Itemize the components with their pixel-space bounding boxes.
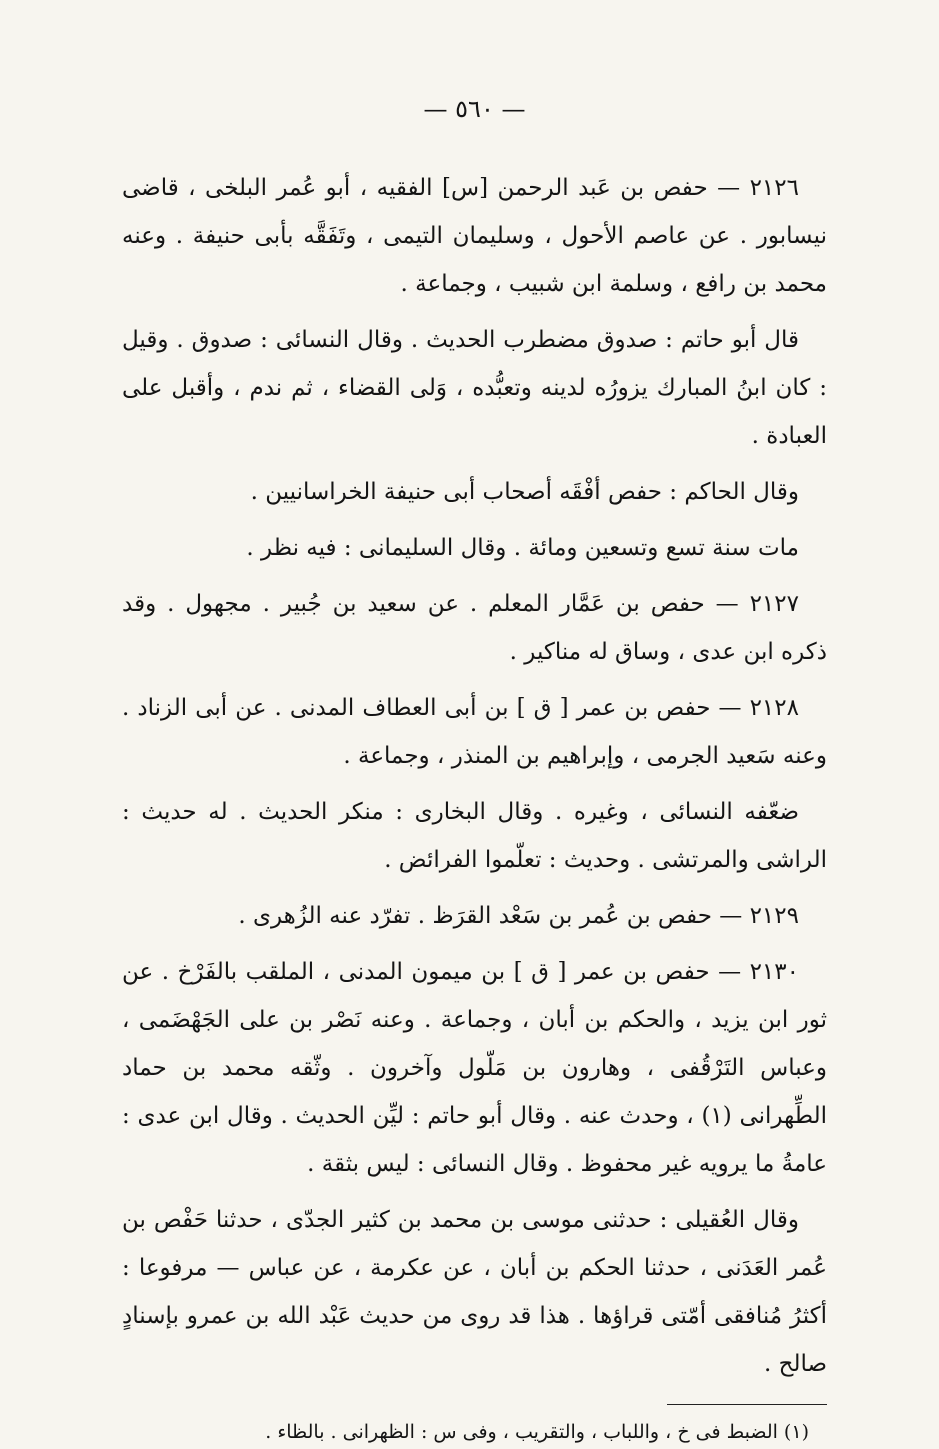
entry-2126-death: مات سنة تسع وتسعين ومائة . وقال السليمانى : فيه نظر . <box>246 535 799 561</box>
entry-2129: ٢١٢٩ — حفص بن عُمر بن سَعْد القرَظ . تفرّد عنه الزُهرى . <box>238 903 799 929</box>
entry-2128: ٢١٢٨ — حفص بن عمر [ ق ] بن أبى العطاف المدنى . عن أبى الزناد . وعنه سَعيد الجرمى ، وإبراهيم بن المنذر ، وجماعة . <box>122 695 827 769</box>
footnote-separator-wrap <box>122 1396 827 1405</box>
entry-2130: ٢١٣٠ — حفص بن عمر [ ق ] بن ميمون المدنى ، الملقب بالفَرْخ . عن ثور ابن يزيد ، والحكم بن أبان ، وجماعة . وعنه نَصْر بن على الجَهْضَمى ، وعباس التَرْقُفى ، وهارون بن مَلّول وآخرون . وثّقه محمد بن حماد الطِّهرانى (١) ، وحدث عنه . وقال أبو حاتم : ليِّن الحديث . وقال ابن عدى : عامةُ ما يرويه غير محفوظ . وقال النسائى : ليس بثقة . <box>122 959 827 1177</box>
footnote: (١) الضبط فى خ ، واللباب ، والتقريب ، وفى س : الظهرانى . بالظاء . <box>265 1421 809 1443</box>
entry-2128-comment: ضعّفه النسائى ، وغيره . وقال البخارى : منكر الحديث . له حديث : الراشى والمرتشى . وحديث : تعلّموا الفرائض . <box>122 799 827 873</box>
footnote-separator <box>667 1404 827 1405</box>
entry-2130-uqayli: وقال العُقيلى : حدثنى موسى بن محمد بن كثير الجدّى ، حدثنا حَفْص بن عُمر العَدَنى ، حدثنا الحكم بن أبان ، عن عكرمة ، عن عباس — مرفوعا : أكثرُ مُنافقى أمّتى قراؤها . هذا قد روى من حديث عَبْد الله بن عمرو بإسنادٍ صالح . <box>122 1207 827 1377</box>
entry-2126-comment: قال أبو حاتم : صدوق مضطرب الحديث . وقال النسائى : صدوق . وقيل : كان ابنُ المبارك يزورُه لدينه وتعبُّده ، وَلى القضاء ، ثم ندم ، وأقبل على العبادة . <box>122 327 827 449</box>
entry-2126: ٢١٢٦ — حفص بن عَبد الرحمن [س] الفقيه ، أبو عُمر البلخى ، قاضى نيسابور . عن عاصم الأحول ، وسليمان التيمى ، وتَفَقَّه بأبى حنيفة . وعنه محمد بن رافع ، وسلمة ابن شبيب ، وجماعة . <box>122 175 827 297</box>
entry-2127: ٢١٢٧ — حفص بن عَمَّار المعلم . عن سعيد بن جُبير . مجهول . وقد ذكره ابن عدى ، وساق له مناكير . <box>122 591 827 665</box>
page-number: — ٥٦٠ — <box>423 95 526 123</box>
entry-2126-hakim: وقال الحاكم : حفص أفْقَه أصحاب أبى حنيفة الخراسانيين . <box>250 479 799 505</box>
page-body <box>122 164 827 1388</box>
